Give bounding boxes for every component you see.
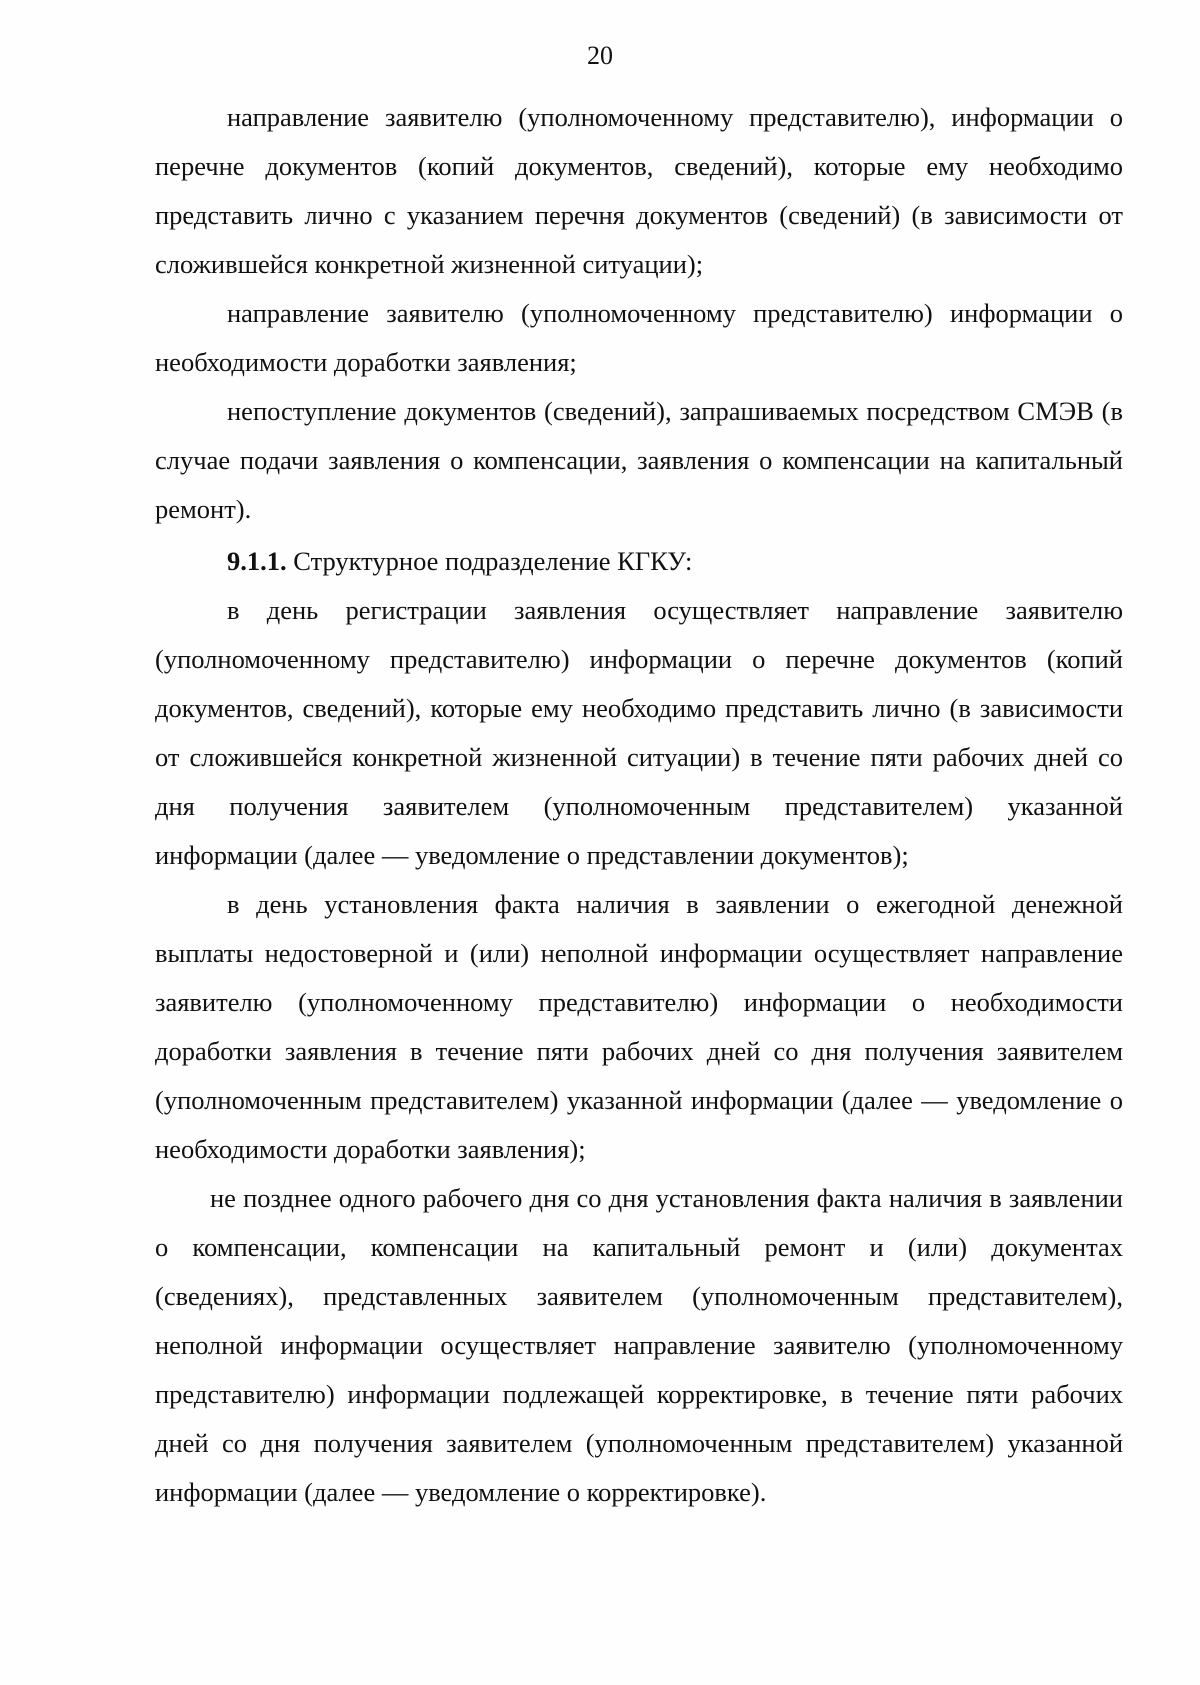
paragraph-5: в день установления факта наличия в заявлении о ежегодной денежной выплаты недостоверной и (или) неполной информации осуществляет направление заявителю (уполномоченному представителю) информации о необходимости доработки заявления в течение пяти рабочих дней со дня получения заявителем (уполномоченным представителем) указанной информации (далее — уведомление о необходимости доработки заявления); bbox=[155, 889, 1123, 1164]
section-heading-text: Структурное подразделение КГКУ: bbox=[286, 546, 693, 576]
page-number: 20 bbox=[587, 41, 613, 70]
document-body bbox=[155, 93, 1123, 1517]
section-heading-9-1-1 bbox=[155, 537, 1123, 586]
paragraph-2: направление заявителю (уполномоченному представителю) информации о необходимости доработки заявления; bbox=[155, 298, 1123, 377]
paragraph-4: в день регистрации заявления осуществляет направление заявителю (уполномоченному представителю) информации о перечне документов (копий документов, сведений), которые ему необходимо представить лично (в зависимости от сложившейся конкретной жизненной ситуации) в течение пяти рабочих дней со дня получения заявителем (уполномоченным представителем) указанной информации (далее — уведомление о представлении документов); bbox=[155, 595, 1123, 870]
paragraph-6: не позднее одного рабочего дня со дня установления факта наличия в заявлении о компенсации, компенсации на капитальный ремонт и (или) документах (сведениях), представленных заявителем (уполномоченным представителем), неполной информации осуществляет направление заявителю (уполномоченному представителю) информации подлежащей корректировке, в течение пяти рабочих дней со дня получения заявителем (уполномоченным представителем) указанной информации (далее — уведомление о корректировке). bbox=[155, 1183, 1123, 1507]
paragraph-3: непоступление документов (сведений), запрашиваемых посредством СМЭВ (в случае подачи заявления о компенсации, заявления о компенсации на капитальный ремонт). bbox=[155, 396, 1123, 524]
paragraph-1: направление заявителю (уполномоченному представителю), информации о перечне документов (копий документов, сведений), которые ему необходимо представить лично с указанием перечня документов (сведений) (в зависимости от сложившейся конкретной жизненной ситуации); bbox=[155, 102, 1123, 279]
section-number: 9.1.1. bbox=[227, 546, 287, 576]
